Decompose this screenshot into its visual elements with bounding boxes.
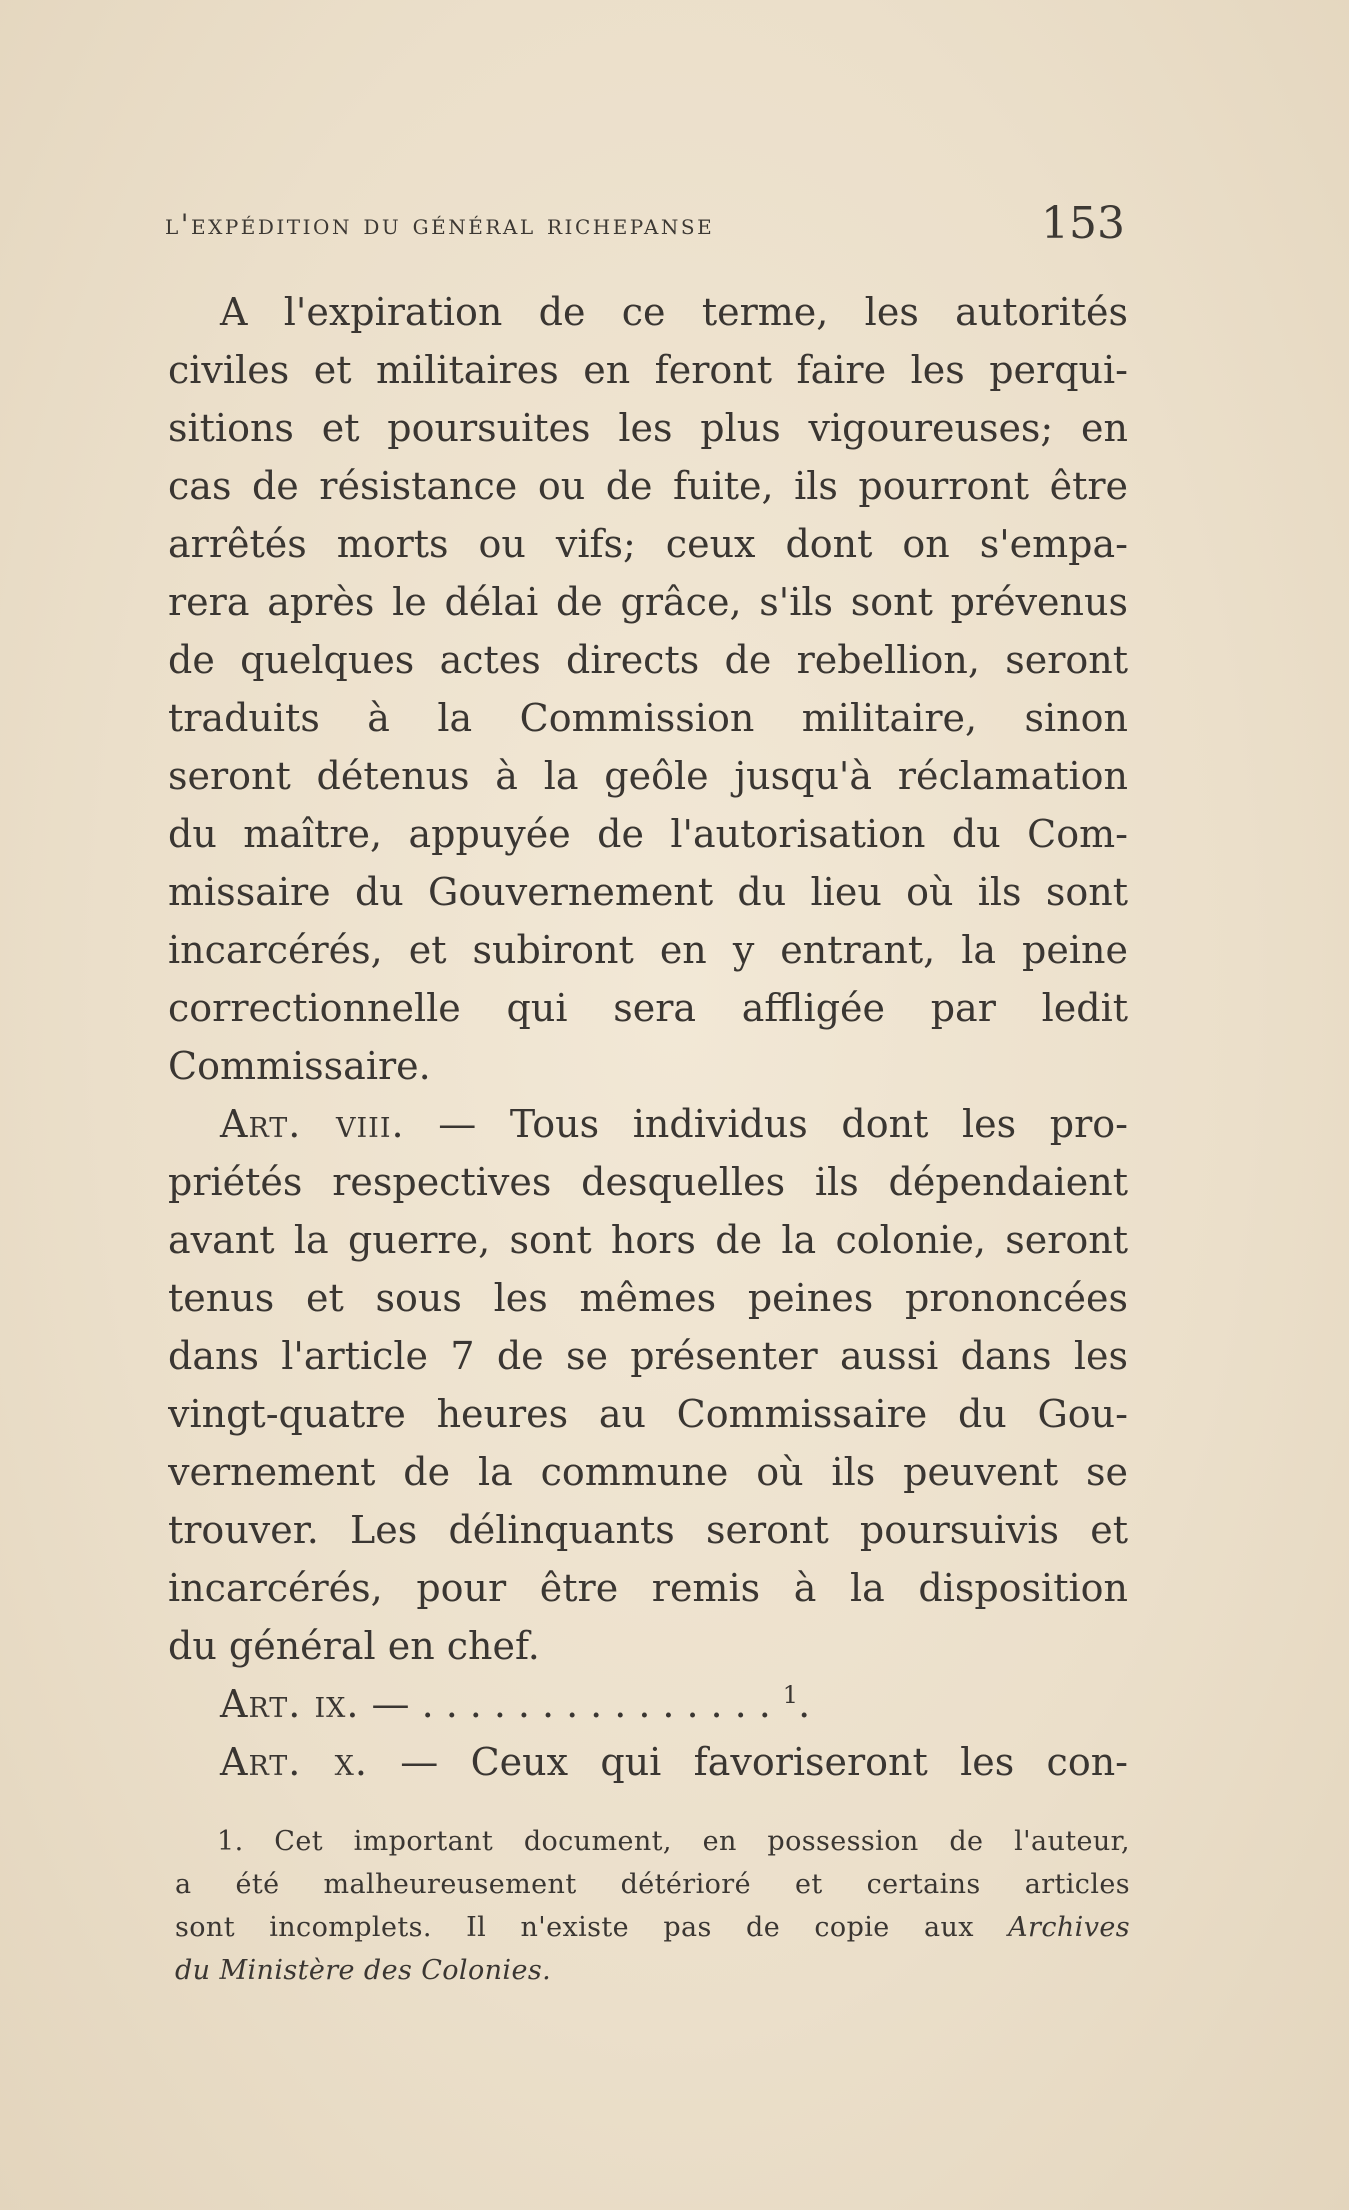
text-line: traduits à la Commission militaire, sinon <box>168 696 1128 740</box>
text-line: incarcérés, et subiront en y entrant, la peine <box>168 928 1128 972</box>
article-9-label: Art. ix. <box>220 1682 360 1726</box>
text-line: A l'expiration de ce terme, les autorités <box>220 290 1128 334</box>
text-line: correctionnelle qui sera affligée par ledit <box>168 986 1128 1030</box>
text-line: dans l'article 7 de se présenter aussi dans les <box>168 1334 1128 1378</box>
article-10-text: — Ceux qui favoriseront les con- <box>368 1740 1128 1784</box>
footnote <box>175 1820 1130 1992</box>
text-line: vingt-quatre heures au Commissaire du Gou- <box>168 1392 1128 1436</box>
running-title: l'expédition du général richepanse <box>165 208 715 241</box>
page-number: 153 <box>1041 198 1125 249</box>
text-line: du maître, appuyée de l'autorisation du Com- <box>168 812 1128 856</box>
article-8-first-line <box>168 1095 1128 1153</box>
main-text <box>168 283 1128 1791</box>
article-9-line <box>168 1675 1128 1733</box>
text-line: rera après le délai de grâce, s'ils sont prévenus <box>168 580 1128 624</box>
running-head <box>165 198 1125 258</box>
text-line: incarcérés, pour être remis à la disposition <box>168 1566 1128 1610</box>
article-9-dash: — <box>359 1682 422 1726</box>
article-9-end: . <box>798 1682 811 1726</box>
text-line: tenus et sous les mêmes peines prononcées <box>168 1276 1128 1320</box>
article-9-elision: ............... <box>421 1682 783 1726</box>
text-line: cas de résistance ou de fuite, ils pourront être <box>168 464 1128 508</box>
article-10-line <box>168 1733 1128 1791</box>
text-line: Commissaire. <box>168 1044 431 1088</box>
footnote-line: a été malheureusement détérioré et certains articles <box>175 1869 1130 1900</box>
text-line: sitions et poursuites les plus vigoureuses; en <box>168 406 1128 450</box>
text-line: arrêtés morts ou vifs; ceux dont on s'empa- <box>168 522 1128 566</box>
text-line: de quelques actes directs de rebellion, seront <box>168 638 1128 682</box>
footnote-ref: 1 <box>782 1681 799 1709</box>
text-line: du général en chef. <box>168 1624 540 1668</box>
article-8-label: Art. viii. <box>220 1102 405 1146</box>
footnote-line: 1. Cet important document, en possession de l'auteur, <box>217 1826 1130 1857</box>
text-line: vernement de la commune où ils peuvent se <box>168 1450 1128 1494</box>
article-10-label: Art. x. <box>220 1740 368 1784</box>
text-line: seront détenus à la geôle jusqu'à réclamation <box>168 754 1128 798</box>
text-line: civiles et militaires en feront faire les perqui- <box>168 348 1128 392</box>
text-line: avant la guerre, sont hors de la colonie, seront <box>168 1218 1128 1262</box>
text-line: trouver. Les délinquants seront poursuivis et <box>168 1508 1128 1552</box>
footnote-italic: Archives <box>1008 1912 1130 1943</box>
footnote-line: du Ministère des Colonies. <box>175 1955 552 1986</box>
article-8-text: — Tous individus dont les pro- <box>404 1102 1128 1146</box>
text-line: priétés respectives desquelles ils dépendaient <box>168 1160 1128 1204</box>
footnote-line <box>175 1906 1130 1949</box>
text-line: missaire du Gouvernement du lieu où ils sont <box>168 870 1128 914</box>
footnote-text: sont incomplets. Il n'existe pas de copie aux <box>175 1912 1009 1943</box>
